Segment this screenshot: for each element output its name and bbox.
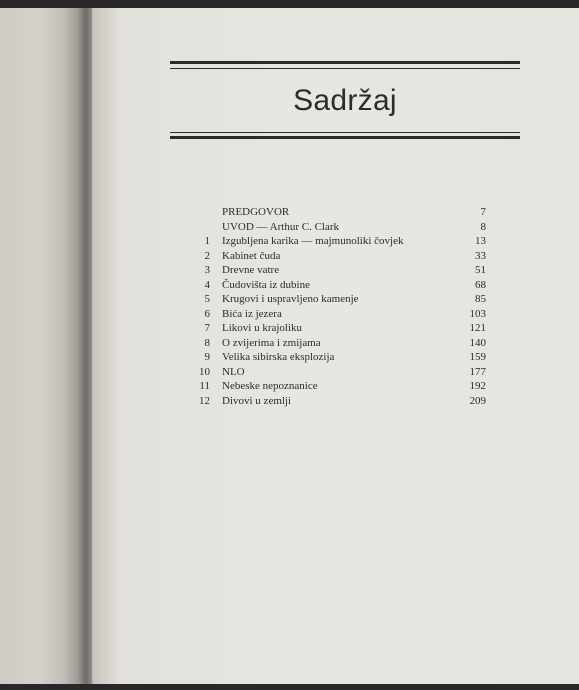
chapter-title: Kabinet čuda [222,249,281,262]
page-number: 85 [475,293,486,305]
page-number: 51 [475,264,486,276]
page-number: 121 [469,322,486,334]
page-number: 192 [469,380,486,392]
toc-row [190,394,490,409]
chapter-title: Čudovišta iz dubine [222,278,310,291]
chapter-title: Likovi u krajoliku [222,322,303,334]
page-number: 209 [469,394,486,407]
page-number: 8 [480,220,486,233]
chapter-number: 10 [199,365,210,378]
chapter-title: Divovi u zemlji [222,394,292,407]
toc-row [190,307,490,322]
bottom-rule-thin [170,132,520,133]
toc-row [190,350,490,365]
chapter-title: UVOD — Arthur C. Clark [222,220,340,233]
page-number: 7 [480,206,486,218]
chapter-title: Drevne vatre [222,264,280,276]
toc-row [190,205,490,220]
toc-row [190,263,490,278]
bottom-rule-thick [170,136,520,139]
toc-row [190,336,490,351]
toc-row [190,278,490,293]
page-number: 159 [469,351,486,363]
chapter-number: 6 [204,307,210,320]
toc-row [190,220,490,235]
chapter-number: 5 [204,293,210,305]
page-number: 33 [475,249,486,262]
toc-row [190,321,490,336]
chapter-title: Velika sibirska eksplozija [222,351,335,363]
page-title: Sadržaj [293,84,397,117]
chapter-number: 4 [204,278,210,291]
page-number: 140 [469,336,486,349]
toc-row [190,234,490,249]
chapter-title: O zvijerima i zmijama [222,336,321,349]
chapter-number: 12 [199,394,210,407]
top-rule-thick [170,61,520,64]
toc-row [190,249,490,264]
chapter-title: Bića iz jezera [222,307,282,320]
chapter-title: Krugovi i uspravljeno kamenje [222,293,359,305]
chapter-number: 2 [204,249,210,262]
page-gutter-shadow [0,8,92,684]
chapter-title: PREDGOVOR [222,206,290,218]
toc-row [190,365,490,380]
book-page [0,8,579,684]
table-of-contents [190,205,490,408]
toc-row [190,292,490,307]
chapter-number: 9 [204,351,210,363]
page-number: 68 [475,278,486,291]
chapter-number: 11 [199,380,210,392]
page-number: 177 [469,365,486,378]
page-number: 103 [469,307,486,320]
toc-row [190,379,490,394]
chapter-number: 8 [204,336,210,349]
chapter-number: 7 [204,322,210,334]
chapter-title: Izgubljena karika — majmunoliki čovjek [222,235,404,247]
page-number: 13 [475,235,486,247]
chapter-title: NLO [222,365,245,378]
chapter-title: Nebeske nepoznanice [222,380,318,392]
chapter-number: 1 [204,235,210,247]
top-rule-thin [170,68,520,69]
chapter-number: 3 [204,264,210,276]
